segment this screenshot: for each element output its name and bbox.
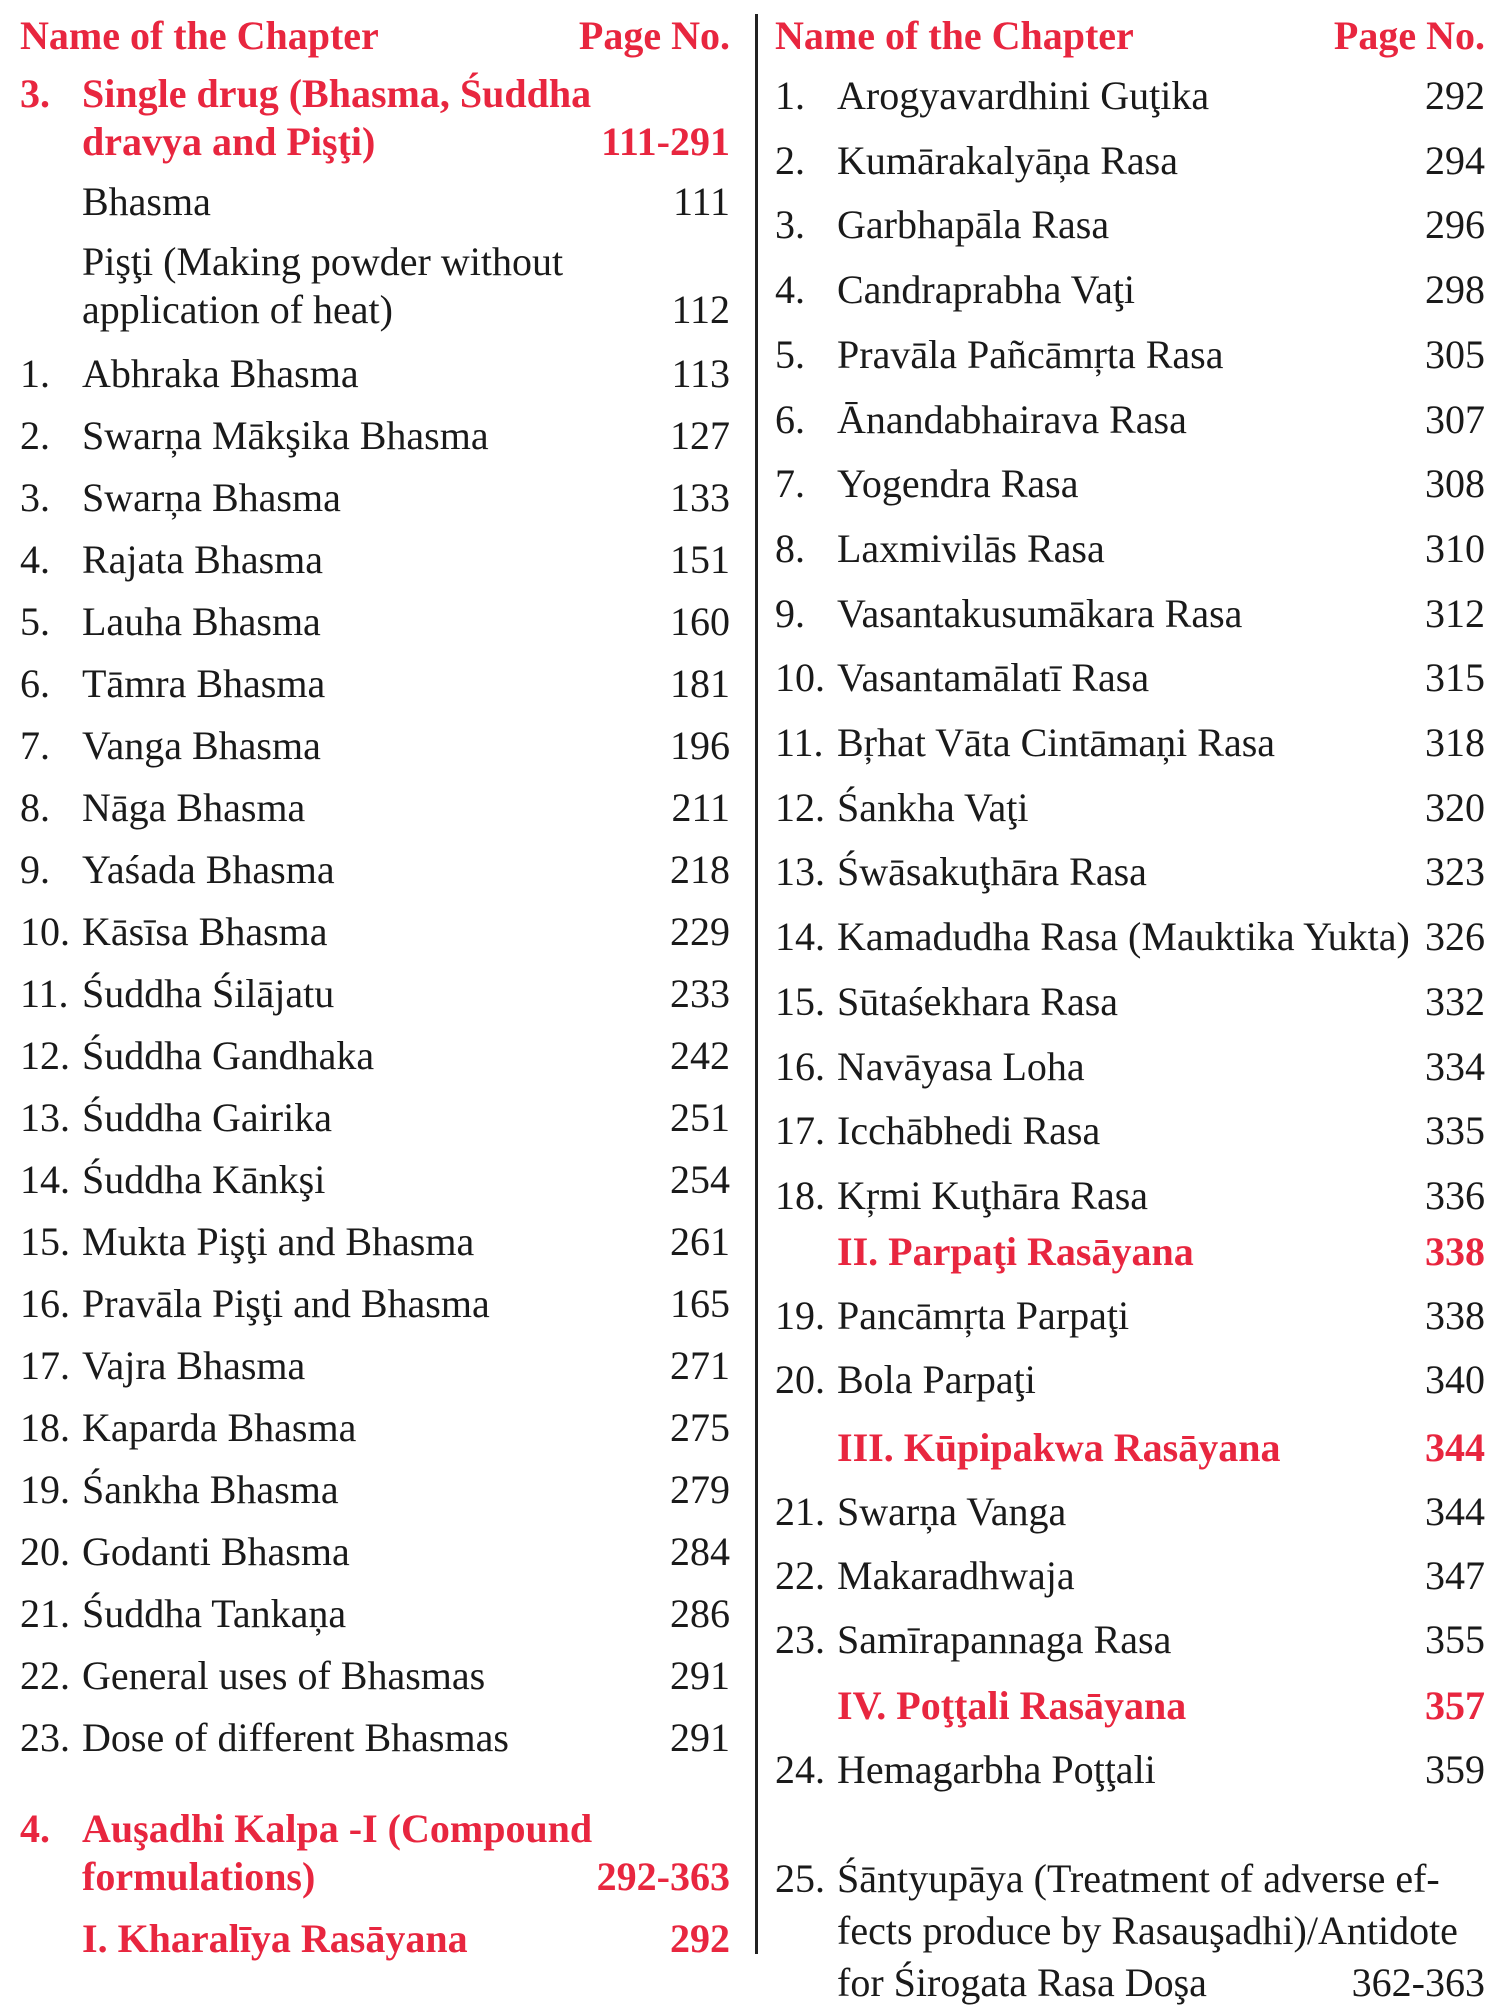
- page-header: Page No.: [578, 13, 730, 58]
- page-header: Page No.: [1333, 13, 1485, 58]
- column-divider: [755, 14, 758, 1954]
- chapter-header: Name of the Chapter: [775, 13, 1134, 58]
- chapter-header: Name of the Chapter: [20, 13, 379, 58]
